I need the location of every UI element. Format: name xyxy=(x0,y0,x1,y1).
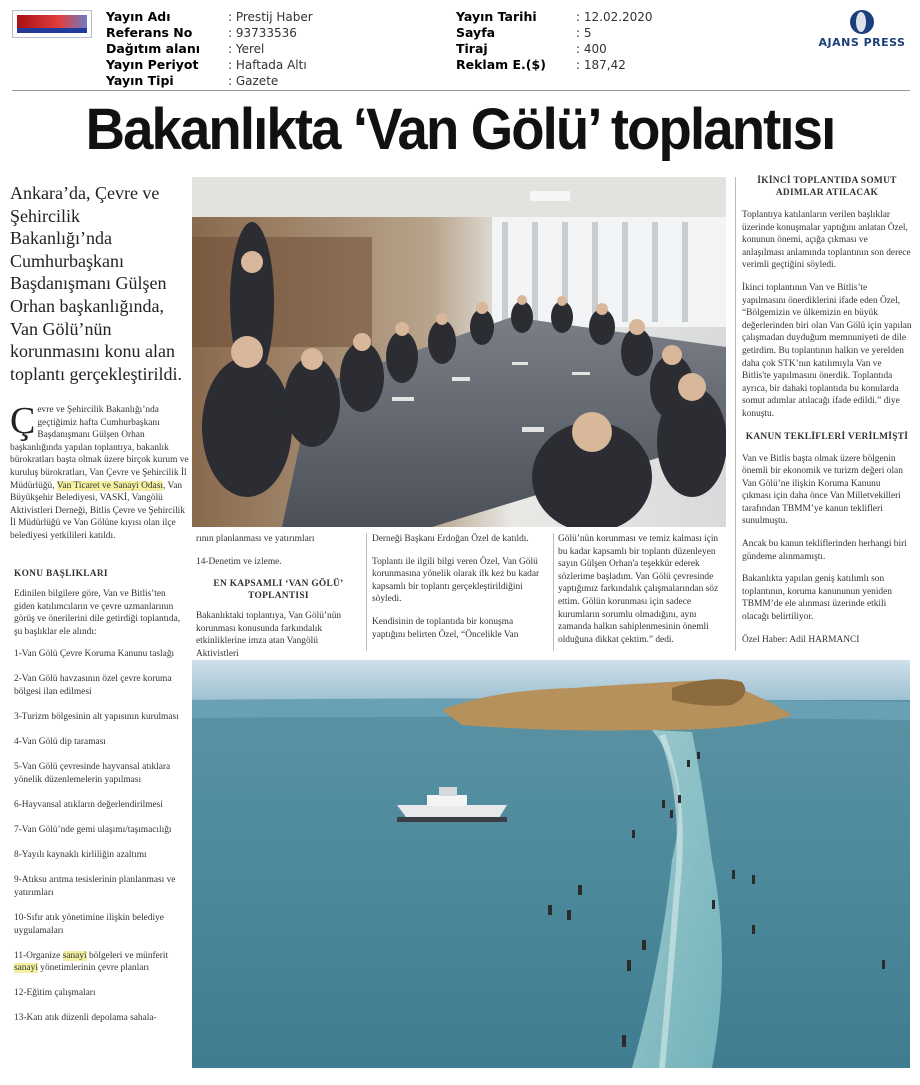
topic-item: 8-Yayılı kaynaklı kirliliğin azaltımı xyxy=(14,850,147,861)
article-column-3: Derneği Başkanı Erdoğan Özel de katıldı. Toplantı ile ilgili bilgi veren Özel, Van Gölü korunmasına yönelik olarak ilk kez bu kadar kapsamlı bir toplantı gerçekleştirildiğini söyledi. Kendisinin de toplantıda bir konuşma yaptığını belirten Özel, “Öncelikle Van xyxy=(372,534,540,640)
lake-aerial-photo xyxy=(192,660,910,1068)
meta-row: Referans No : 93733536 xyxy=(106,25,297,40)
newspaper-logo xyxy=(12,10,92,38)
publication-meta-left xyxy=(106,9,313,89)
topic-item: 2-Van Gölü havzasının özel çevre koruma bölgesi ilan edilmesi xyxy=(14,674,172,698)
section-heading: KANUN TEKLİFLERİ VERİLMİŞTİ xyxy=(745,431,909,442)
topic-item: 4-Van Gölü dip taraması xyxy=(14,737,106,748)
section-heading: EN KAPSAMLI ‘VAN GÖLÜ’ TOPLANTISI xyxy=(213,579,344,602)
column-divider xyxy=(366,533,367,651)
drop-cap: Ç xyxy=(10,400,36,442)
article-headline: Bakanlıkta ‘Van Gölü’ toplantısı xyxy=(85,97,835,162)
topic-item: 10-Sıfır atık yönetimine ilişkin belediye uygulamaları xyxy=(14,913,164,936)
section-heading: İKİNCİ TOPLANTIDA SOMUT ADIMLAR ATILACAK xyxy=(757,176,897,198)
article-column-2: rının planlanması ve yatırımları 14-Denetim ve izleme. EN KAPSAMLI ‘VAN GÖLÜ’ TOPLANTISI Bakanlıktaki toplantıya, Van Gölü’nün korunması konusunda farkındalık etkinliklerine imza atan Vangölü Aktivistleri xyxy=(196,533,361,671)
highlighted-text: Van Ticaret ve Sanayi Odası xyxy=(56,480,163,491)
ajans-press-logo: AJANS PRESS xyxy=(812,10,912,50)
publication-meta-right xyxy=(456,9,653,73)
column-divider xyxy=(735,177,736,651)
meta-row: Tiraj : 400 xyxy=(456,41,607,56)
article-lead: Ankara’da, Çevre ve Şehircilik Bakanlığı’nda Cumhurbaşkanı Başdanışmanı Gülşen Orhan başkanlığında, Van Gölü’nün korunmasını konu alan toplantı gerçekleştirildi. xyxy=(10,183,182,384)
clipping-header xyxy=(0,0,920,90)
topic-item: 11-Organize sanayi bölgeleri ve münferit sanayi yönetimlerinin çevre planları xyxy=(14,950,169,974)
topic-item: 5-Van Gölü çevresinde hayvansal atıklara yönelik düzenlemelerin yapılması xyxy=(14,762,171,785)
meta-row: Reklam E.($) : 187,42 xyxy=(456,57,626,72)
topic-item: 7-Van Gölü’nde gemi ulaşımı/taşımacılığı xyxy=(14,825,172,836)
meta-row: Yayın Tipi : Gazete xyxy=(106,73,279,88)
topics-heading: KONU BAŞLIKLARI xyxy=(14,569,108,579)
globe-icon xyxy=(850,10,874,34)
meta-row: Dağıtım alanı : Yerel xyxy=(106,41,265,56)
topic-item: 1-Van Gölü Çevre Koruma Kanunu taslağı xyxy=(14,649,175,660)
topic-item: 13-Katı atık düzenli depolama sahala- xyxy=(14,1013,157,1024)
topic-item: 6-Hayvansal atıkların değerlendirilmesi xyxy=(14,800,163,811)
meta-row: Yayın Tarihi : 12.02.2020 xyxy=(456,9,653,24)
meta-row: Yayın Periyot : Haftada Altı xyxy=(106,57,307,72)
topics-section xyxy=(14,568,186,1038)
topic-item: 12-Eğitim çalışmaları xyxy=(14,988,96,999)
lake-aerial-photo-image xyxy=(192,660,910,1068)
highlighted-text: sanayi xyxy=(14,963,38,974)
byline: Özel Haber: Adil HARMANCI xyxy=(742,634,860,645)
topics-intro: Edinilen bilgilere göre, Van ve Bitlis’ten giden katılımcıların ve çevre uzmanlarının görüş ve önerilerini dile getirdiği toplantıda, şu başlıklar ele alındı: xyxy=(14,589,181,637)
article-column-5: İKİNCİ TOPLANTIDA SOMUT ADIMLAR ATILACAK Toplantıya katılanların verilen başlıklar üzerinde konuşmalar yaptığını anlatan Özel, konunun önemi, açığa çıkması ve anlaşılması anlamında toplantının son derece verimli geçtiğini söyledi. İkinci toplantının Van ve Bitlis’te yapılmasını önerdiklerini ifade eden Özel, “Bölgemizin ve ülkemizin en büyük değerlerinden biri olan Van Gölü için yapılan çalışmadan duyduğum memnuniyeti de dile getirdim. Bu toplantının halkın ve yerelden daha çok STK’nın katılımıyla Van ve Bitlis'te yapılmasını önerdik. Toplantıda ayrıca, bir dahaki toplantıda bu konularda somut adımlar atılacağı ifade edildi.” diye konuştu. KANUN TEKLİFLERİ VERİLMİŞTİ Van ve Bitlis başta olmak üzere bölgenin önemli bir ekonomik ve turizm değeri olan Van Gölü’ne ilişkin Koruma Kanunu çıkması için daha önce Van Milletvekilleri tarafından TBMM’ye kanun teklifleri sunulmuştu. Ancak bu kanun tekliflerinden herhangi biri gündeme alınmamıştı. Bakanlıkta yapılan geniş katılımlı son toplantının, koruma kanununun yeniden TBMM’de ele alınması üzerinde etkili olacağı belirtiliyor. Özel Haber: Adil HARMANCI xyxy=(742,176,912,645)
meeting-photo xyxy=(192,177,726,527)
header-divider xyxy=(12,90,910,91)
meta-row: Sayfa : 5 xyxy=(456,25,592,40)
topic-item: 9-Atıksu arıtma tesislerinin planlanması ve yatırımları xyxy=(14,875,176,898)
column-divider xyxy=(553,533,554,651)
highlighted-text: sanayi xyxy=(62,950,87,961)
topic-item: 3-Turizm bölgesinin alt yapısının kurulması xyxy=(14,712,179,723)
article-intro: Çevre ve Şehircilik Bakanlığı’nda geçtiğimiz hafta Cumhurbaşkanı Başdanışmanı Gülşen Orhan başkanlığında yapılan toplantıya, bakanlık bürokratları başta olmak üzere birçok kurum ve kuruluş bürokratları, Van Çevre ve Şehircilik İl Müdürlüğü, Van Ticaret ve Sanayi Odası, Van Büyükşehir Belediyesi, VASKİ, Vangölü Aktivistleri Derneği, Bitlis Çevre ve Şehircilik İl Müdürlüğü ve Van Gölüne kıyısı olan ilçe belediyesi yetkilileri katıldı. xyxy=(10,400,189,541)
article-column-4: Gölü’nün korunması ve temiz kalması için bu kadar kapsamlı bir toplantı düzenleyen sayın Gülşen Orhan'a teşekkür ederek sözlerime başladım. Van Gölü çevresinde yaptığımız farkındalık çalışmalarından söz ettim. Gölün korunması için sadece kurumların sorumlu olmadığını, aynı zamanda halkın sahiplenmesinin önemli olduğuna dikkat çektim.” dedi. xyxy=(558,534,719,645)
meeting-photo-image xyxy=(192,177,726,527)
meta-row: Yayın Adı : Prestij Haber xyxy=(106,9,313,24)
